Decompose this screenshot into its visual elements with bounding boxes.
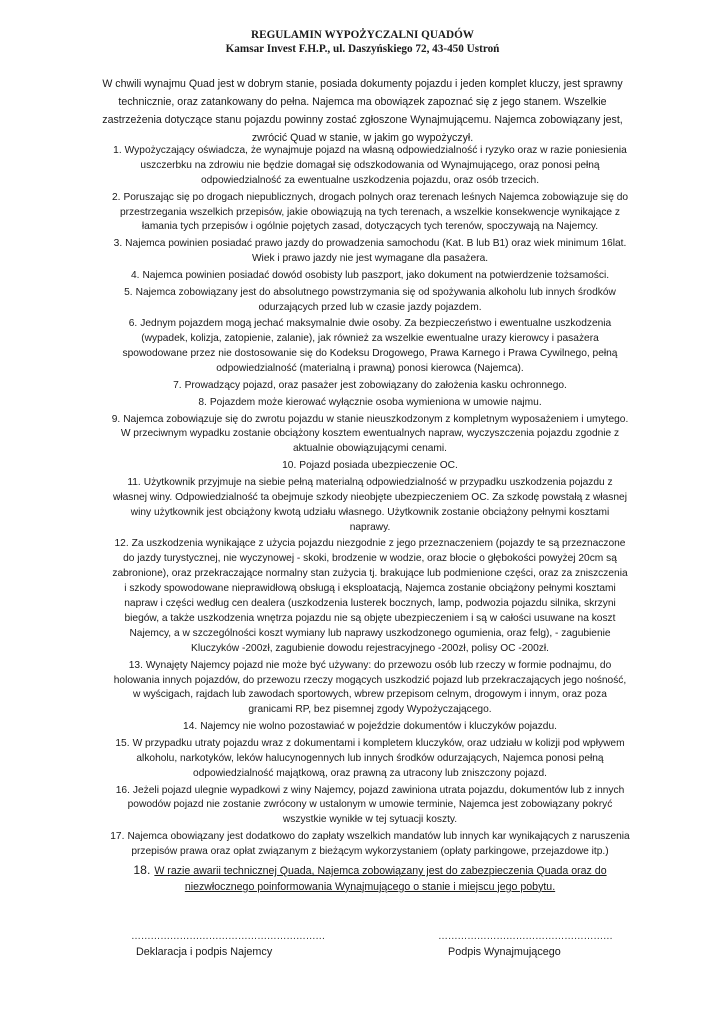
rule-item-13 <box>110 659 630 719</box>
tenant-signature-label: Deklaracja i podpis Najemcy <box>136 946 273 958</box>
rules-list <box>110 144 630 897</box>
rule-text: Najemca zobowiązuje się do zwrotu pojazdu w stanie nieuszkodzonym z kompletnym wyposażeniem i umytego. W przeciwnym wypadku zostanie obciążony kosztem ewentualnych napraw, wyczyszczenia pojazdu zgodnie z aktualnie obowiązującymi cenami. <box>120 413 629 455</box>
rule-number: 18. <box>133 862 151 877</box>
rule-number: 14. <box>183 721 198 733</box>
rule-item-2 <box>110 191 630 236</box>
rule-item-12 <box>110 537 630 656</box>
rule-text: Najemca powinien posiadać prawo jazdy do prowadzenia samochodu (Kat. B lub B1) oraz wiek minimum 16lat. Wiek i prawo jazdy nie jest wymagane dla pasażera. <box>125 238 627 265</box>
rule-text: Użytkownik przyjmuje na siebie pełną materialną odpowiedzialność w przypadku uszkodzenia pojazdu z własnej winy. Odpowiedzialność ta obejmuje szkody nieobjęte ubezpieczeniem OC. Za szkodę powstałą z własnej winy użytkownik jest obciążony kwotą udziału własnego. Użytkownik zostanie obciążony pełnymi kosztami naprawy. <box>113 476 627 533</box>
rule-item-1 <box>110 144 630 189</box>
rule-number: 15. <box>115 737 130 749</box>
rule-item-3 <box>110 237 630 267</box>
rule-item-15 <box>110 737 630 782</box>
intro-paragraph: W chwili wynajmu Quad jest w dobrym stanie, posiada dokumenty pojazdu i jeden komplet kluczy, jest sprawny technicznie, oraz zatankowany do pełna. Najemca ma obowiązek zapoznać się z jego stanem. Wszelkie zastrzeżenia dotyczące stanu pojazdu powinny zostać zgłoszone Wynajmującemu. Najemca zobowiązany jest, zwrócić Quad w stanie, w jakim go wypożyczył. <box>102 78 623 145</box>
rule-number: 13. <box>128 659 143 671</box>
rule-text: Za uszkodzenia wynikające z użycia pojazdu niezgodnie z jego przeznaczeniem (pojazdy te są przeznaczone do jazdy turystycznej, nie wyczynowej - skoki, brodzenie w wodzie, oraz błocie o głębokości powyżej 20cm są zabronione), oraz przekraczające normalny stan zużycia tj. brakujące lub podmienione części, oraz za zniszczenia i szkody spowodowane nieprawidłową obsługą i eksploatacją, Najemca zostanie obciążony pełnymi kosztami napraw i części według cen dealera (uszkodzenia lusterek bocznych, lamp, podwozia pojazdu silnika, skrzyni biegów, a także uszkodzenia wnętrza pojazdu nie są objęte ubezpieczeniem i są w całości usuwane na koszt Najemcy, a w szczególności koszt wymiany lub naprawy uszkodzonego ogumienia, oraz felg), - zagubienie Kluczyków -200zł, zagubienie dowodu rejestracyjnego -200zł, polisy OC -200zł. <box>112 538 628 654</box>
rule-text: W razie awarii technicznej Quada, Najemca zobowiązany jest do zabezpieczenia Quada oraz do niezwłocznego poinformowania Wynajmującego o stanie i miejscu jego pobytu. <box>154 864 607 893</box>
rule-text: Prowadzący pojazd, oraz pasażer jest zobowiązany do założenia kasku ochronnego. <box>184 379 567 391</box>
rule-number: 2. <box>111 191 121 203</box>
rule-text: Najemca obowiązany jest dodatkowo do zapłaty wszelkich mandatów lub innych kar wynikających z naruszenia przepisów prawa oraz opłat związanym z bieżącym wykorzystaniem (opłaty parkingowe, przejazdowe itp.) <box>127 831 630 858</box>
rule-number: 1. <box>113 145 122 156</box>
rule-item-9 <box>110 413 630 458</box>
rule-item-7 <box>110 379 630 394</box>
rule-text: Wynajęty Najemcy pojazd nie może być używany: do przewozu osób lub rzeczy w formie podnajmu, do holowania innych pojazdów, do przewozu rzeczy mogących uszkodzić pojazd lub przekraczających jego nośność, w wyścigach, rajdach lub zawodach sportowych, wbrew przepisom celnym, drogowym i innym, oraz poza granicami RP, bez pisemnej zgody Wypożyczającego. <box>113 659 627 716</box>
rule-item-14 <box>110 720 630 735</box>
rule-text: Najemca powinien posiadać dowód osobisty lub paszport, jako dokument na potwierdzenie tożsamości. <box>142 269 610 281</box>
rule-item-17 <box>110 830 630 860</box>
rule-number: 8. <box>198 396 207 408</box>
rule-text: Jednym pojazdem mogą jechać maksymalnie dwie osoby. Za bezpieczeństwo i ewentualne uszkodzenia (wypadek, kolizja, zatopienie, zalanie), jak również za wszelkie ewentualne urazy kierowcy i pasażera spowodowane przez nie dostosowanie się do Kodeksu Drogowego, Prawa Karnego i Prawa Cywilnego, pełną odpowiedzialność (materialną i prawną) ponosi kierowca (Najemca). <box>122 318 618 375</box>
rule-text: Pojazd posiada ubezpieczenie OC. <box>299 460 458 472</box>
rule-item-6 <box>110 317 630 377</box>
rule-item-4 <box>110 269 630 284</box>
rule-item-8 <box>110 396 630 411</box>
rule-item-18 <box>110 863 630 896</box>
rule-text: Pojazdem może kierować wyłącznie osoba wymieniona w umowie najmu. <box>209 396 542 408</box>
rule-number: 16. <box>115 784 130 796</box>
rule-text: Poruszając się po drogach niepublicznych, drogach polnych oraz terenach leśnych Najemca zobowiązuje się do przestrzegania wszelkich przepisów, jakie obowiązują na tych terenach, a wszelkie konsekwencje wynikające z łamania tych przepisów i ogólnie pojętych zasad, dotyczących tych terenów, spoczywają na Najemcy. <box>120 191 629 233</box>
rule-number: 3. <box>113 238 123 250</box>
rule-text: W przypadku utraty pojazdu wraz z dokumentami i kompletem kluczyków, oraz udziału w kolizji pod wpływem alkoholu, narkotyków, leków halucynogennych lub innych środków odurzających, Najemca ponosi pełną odpowiedzialność majątkową, oraz prawną za utracony lub zniszczony pojazd. <box>132 737 625 779</box>
rule-item-10 <box>110 459 630 474</box>
signature-line-tenant: …………………………………………………… <box>131 931 326 942</box>
rule-text: Jeżeli pojazd ulegnie wypadkowi z winy Najemcy, pojazd zawiniona utrata pojazdu, dokumentów lub z innych powodów pojazd nie zostanie zwrócony w ustalonym w umowie terminie, Najemca jest zobowiązany pokryć wszystkie wynikłe w tej sytuacji koszty. <box>127 784 625 826</box>
rule-number: 10. <box>282 460 297 472</box>
signature-line-lessor: ……………………………………………… <box>438 931 613 942</box>
rule-number: 4. <box>130 269 140 281</box>
rule-item-11 <box>110 476 630 536</box>
rule-item-5 <box>110 286 630 316</box>
rule-number: 5. <box>124 286 133 298</box>
lessor-signature-label: Podpis Wynajmującego <box>448 946 561 958</box>
rule-number: 7. <box>173 379 182 391</box>
rule-text: Najemcy nie wolno pozostawiać w pojeździe dokumentów i kluczyków pojazdu. <box>200 721 557 733</box>
company-address: Kamsar Invest F.H.P., ul. Daszyńskiego 72, 43-450 Ustroń <box>225 43 500 55</box>
rule-item-16 <box>110 784 630 829</box>
rule-text: Wypożyczający oświadcza, że wynajmuje pojazd na własną odpowiedzialność i ryzyko oraz w razie poniesienia uszczerbku na zdrowiu nie będzie domagał się odszkodowania od Wynajmującego, oraz ponosi pełną odpowiedzialność za ewentualne uszkodzenia pojazdu, oraz osób trzecich. <box>124 145 627 186</box>
rule-number: 9. <box>111 413 121 425</box>
document-title: REGULAMIN WYPOŻYCZALNI QUADÓW <box>251 29 474 41</box>
rule-number: 6. <box>128 318 138 330</box>
rule-number: 12. <box>114 538 129 550</box>
rule-number: 17. <box>110 831 125 843</box>
rule-number: 11. <box>127 476 141 488</box>
rule-text: Najemca zobowiązany jest do absolutnego powstrzymania się od spożywania alkoholu lub innych środków odurzających przed lub w czasie jazdy pojazdem. <box>135 286 616 313</box>
